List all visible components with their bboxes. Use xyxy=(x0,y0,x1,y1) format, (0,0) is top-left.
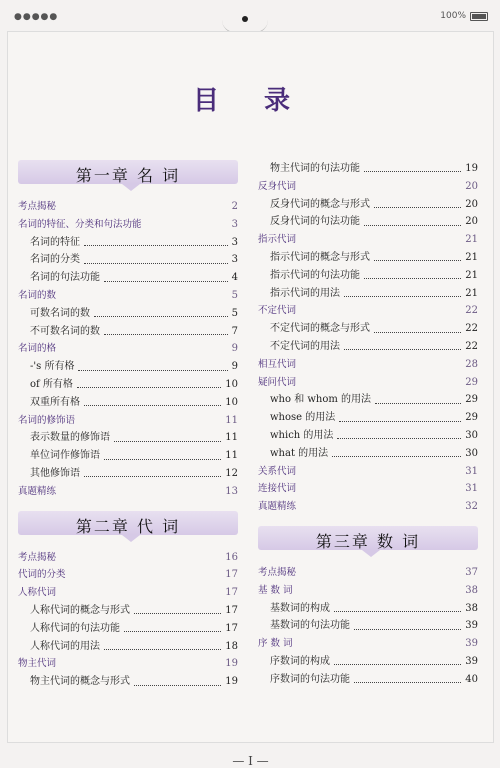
toc-subsection[interactable] xyxy=(258,249,478,267)
toc-entry-title: 表示数量的修饰语 xyxy=(30,432,110,444)
toc-entry-page: 5 xyxy=(231,289,238,301)
toc-entry-page: 12 xyxy=(225,467,238,479)
toc-entry-page: 3 xyxy=(231,218,238,230)
toc-entry-page: 37 xyxy=(465,566,478,578)
toc-entry-title: 名词的数 xyxy=(18,289,57,301)
page-title: 目 录 xyxy=(192,86,309,116)
toc-entry-title: 基数词的构成 xyxy=(270,602,330,614)
toc-entry-title: 名词的句法功能 xyxy=(30,272,100,284)
toc-subsection[interactable] xyxy=(258,160,478,178)
dot-leader xyxy=(84,263,228,264)
toc-entry-title: whose 的用法 xyxy=(270,412,336,424)
toc-subsection[interactable] xyxy=(18,620,238,638)
toc-entry-title: 真题精练 xyxy=(18,485,57,497)
toc-section[interactable] xyxy=(18,584,238,602)
toc-section[interactable] xyxy=(258,356,478,374)
toc-entry-page: 10 xyxy=(225,396,238,408)
toc-subsection[interactable] xyxy=(258,391,478,409)
dot-leader xyxy=(134,613,221,614)
toc-section[interactable] xyxy=(18,566,238,584)
toc-subsection[interactable] xyxy=(258,320,478,338)
toc-entry-page: 2 xyxy=(231,201,238,212)
toc-entry-title: 疑问代词 xyxy=(258,376,297,388)
toc-entry-page: 17 xyxy=(225,587,238,599)
toc-entry-page: 10 xyxy=(225,378,238,390)
dot-leader xyxy=(354,629,461,630)
dot-leader xyxy=(134,685,221,686)
toc-entry-page: 7 xyxy=(231,325,238,337)
toc-entry-page: 19 xyxy=(225,676,238,688)
toc-section[interactable] xyxy=(18,198,238,216)
toc-entry-page: 17 xyxy=(225,604,238,616)
toc-entry-title: of 所有格 xyxy=(30,378,73,390)
toc-entry-title: 其他修饰语 xyxy=(30,467,80,479)
toc-entry-title: 可数名词的数 xyxy=(30,307,90,319)
chapter-label: 第二章 代 词 xyxy=(75,516,181,536)
toc-subsection[interactable] xyxy=(18,251,238,269)
dot-leader xyxy=(84,476,221,477)
toc-entry-title: 代词的分类 xyxy=(18,569,66,581)
toc-entry-page: 5 xyxy=(231,307,238,319)
dot-leader xyxy=(364,171,461,172)
toc-entry-title: 物主代词 xyxy=(18,658,57,670)
chapter-heading[interactable] xyxy=(18,511,238,537)
toc-entry-page: 19 xyxy=(225,658,238,670)
toc-section[interactable] xyxy=(258,302,478,320)
toc-entry-title: 不定代词的用法 xyxy=(270,340,340,352)
toc-entry-title: 连接代词 xyxy=(258,483,297,495)
section-gap xyxy=(18,501,238,511)
toc-entry-page: 20 xyxy=(465,216,478,228)
camera-icon xyxy=(242,16,248,22)
toc-entry-title: 基数词的句法功能 xyxy=(270,620,350,632)
chapter-heading[interactable] xyxy=(18,160,238,186)
toc-entry-page: 11 xyxy=(225,432,238,444)
dot-leader xyxy=(374,207,461,208)
toc-entry-page: 39 xyxy=(465,620,478,632)
toc-entry-title: 序数词的句法功能 xyxy=(270,673,350,685)
dot-leader xyxy=(124,631,221,632)
toc-entry-title: 单位词作修饰语 xyxy=(30,450,100,462)
toc-entry-page: 22 xyxy=(465,340,478,352)
dot-leader xyxy=(339,421,461,422)
toc-entry-title: -'s 所有格 xyxy=(30,361,75,373)
toc-entry-title: 考点揭秘 xyxy=(18,551,57,563)
toc-subsection[interactable] xyxy=(258,427,478,445)
toc-entry-page: 13 xyxy=(225,485,238,497)
toc-entry-page: 17 xyxy=(225,622,238,634)
toc-section[interactable] xyxy=(258,498,478,516)
toc-entry-page: 20 xyxy=(465,180,478,192)
toc-entry-page: 3 xyxy=(231,236,238,248)
toc-subsection[interactable] xyxy=(18,638,238,656)
dot-leader xyxy=(375,403,461,404)
toc-entry-title: 反身代词的概念与形式 xyxy=(270,198,370,210)
toc-entry-page: 21 xyxy=(465,287,478,299)
toc-entry-page: 11 xyxy=(225,414,238,426)
toc-entry-title: 物主代词的概念与形式 xyxy=(30,676,130,688)
toc-entry-page: 3 xyxy=(231,254,238,266)
toc-entry-page: 17 xyxy=(225,569,238,581)
toc-subsection[interactable] xyxy=(18,673,238,691)
toc-subsection[interactable] xyxy=(18,269,238,287)
toc-entry-page: 20 xyxy=(465,198,478,210)
toc-subsection[interactable] xyxy=(258,445,478,463)
toc-section[interactable] xyxy=(258,178,478,196)
toc-entry-title: 反身代词的句法功能 xyxy=(270,216,360,228)
toc-entry-page: 31 xyxy=(465,465,478,477)
toc-subsection[interactable] xyxy=(258,653,478,671)
dot-leader xyxy=(334,664,461,665)
toc-subsection[interactable] xyxy=(258,617,478,635)
toc-entry-title: 名词的修饰语 xyxy=(18,414,76,426)
page-number: — I — xyxy=(232,754,269,768)
dot-leader xyxy=(364,278,461,279)
toc-entry-title: 人称代词的概念与形式 xyxy=(30,604,130,616)
toc-entry-title: 指示代词 xyxy=(258,234,297,246)
dot-leader xyxy=(104,281,228,282)
toc-section[interactable] xyxy=(258,480,478,498)
toc-entry-title: 名词的分类 xyxy=(30,254,80,266)
toc-entry-title: 基 数 词 xyxy=(258,584,293,596)
document-page[interactable] xyxy=(7,31,494,768)
dot-leader xyxy=(114,441,221,442)
dot-leader xyxy=(78,370,227,371)
toc-entry-page: 11 xyxy=(225,450,238,462)
toc-entry-page: 9 xyxy=(231,361,238,373)
toc-entry-page: 21 xyxy=(465,234,478,246)
toc-entry-page: 29 xyxy=(465,394,478,406)
dot-leader xyxy=(337,438,461,439)
toc-subsection[interactable] xyxy=(258,213,478,231)
dot-leader xyxy=(94,316,228,317)
toc-entry-page: 40 xyxy=(465,673,478,685)
toc-entry-page: 16 xyxy=(225,551,238,563)
toc-entry-title: what 的用法 xyxy=(270,447,329,459)
toc-subsection[interactable] xyxy=(18,602,238,620)
toc-section[interactable] xyxy=(18,655,238,673)
toc-subsection[interactable] xyxy=(258,600,478,618)
toc-subsection[interactable] xyxy=(258,196,478,214)
toc-entry-page: 32 xyxy=(465,501,478,513)
toc-section[interactable] xyxy=(18,216,238,234)
battery-level: 100% xyxy=(440,11,466,21)
dot-leader xyxy=(104,459,221,460)
toc-subsection[interactable] xyxy=(258,338,478,356)
toc-entry-page: 30 xyxy=(465,429,478,441)
chapter-pointer xyxy=(122,535,140,542)
toc-entry-title: 考点揭秘 xyxy=(258,566,297,578)
section-gap xyxy=(258,516,478,526)
chapter-pointer xyxy=(122,184,140,191)
toc-subsection[interactable] xyxy=(258,671,478,689)
signal-indicator: ●●●●● xyxy=(14,12,59,22)
toc-entry-page: 29 xyxy=(465,376,478,388)
toc-entry-title: 名词的格 xyxy=(18,343,57,355)
toc-entry-title: 反身代词 xyxy=(258,180,297,192)
toc-column-right xyxy=(258,160,478,689)
toc-column-left xyxy=(18,160,238,691)
toc-entry-page: 21 xyxy=(465,269,478,281)
toc-entry-title: 指示代词的概念与形式 xyxy=(270,251,370,263)
toc-subsection[interactable] xyxy=(258,285,478,303)
toc-entry-page: 39 xyxy=(465,655,478,667)
toc-entry-page: 22 xyxy=(465,323,478,335)
toc-subsection[interactable] xyxy=(18,429,238,447)
toc-subsection[interactable] xyxy=(18,465,238,483)
toc-entry-title: 人称代词的句法功能 xyxy=(30,622,120,634)
battery-icon xyxy=(470,12,488,21)
toc-subsection[interactable] xyxy=(18,394,238,412)
dot-leader xyxy=(364,225,461,226)
toc-subsection[interactable] xyxy=(18,447,238,465)
toc-section[interactable] xyxy=(18,287,238,305)
toc-subsection[interactable] xyxy=(18,305,238,323)
dot-leader xyxy=(77,387,221,388)
toc-entry-title: 关系代词 xyxy=(258,465,297,477)
toc-entry-page: 39 xyxy=(465,638,478,650)
toc-entry-page: 38 xyxy=(465,602,478,614)
dot-leader xyxy=(104,649,221,650)
dot-leader xyxy=(344,349,461,350)
toc-section[interactable] xyxy=(258,582,478,600)
toc-section[interactable] xyxy=(18,412,238,430)
toc-entry-title: 双重所有格 xyxy=(30,396,80,408)
toc-entry-title: 序数词的构成 xyxy=(270,655,330,667)
toc-entry-title: 人称代词 xyxy=(18,587,57,599)
dot-leader xyxy=(104,334,228,335)
toc-entry-page: 28 xyxy=(465,358,478,370)
toc-entry-page: 38 xyxy=(465,584,478,596)
toc-section[interactable] xyxy=(258,463,478,481)
toc-subsection[interactable] xyxy=(18,323,238,341)
toc-entry-title: 序 数 词 xyxy=(258,638,293,650)
chapter-heading[interactable] xyxy=(258,526,478,552)
toc-entry-title: 指示代词的句法功能 xyxy=(270,269,360,281)
dot-leader xyxy=(332,456,461,457)
toc-entry-title: 不定代词的概念与形式 xyxy=(270,323,370,335)
dot-leader xyxy=(354,682,461,683)
toc-entry-title: 真题精练 xyxy=(258,501,297,513)
dot-leader xyxy=(84,405,221,406)
toc-entry-page: 19 xyxy=(465,163,478,174)
toc-entry-title: 相互代词 xyxy=(258,358,297,370)
toc-section[interactable] xyxy=(258,635,478,653)
toc-entry-page: 21 xyxy=(465,251,478,263)
chapter-label: 第一章 名 词 xyxy=(75,166,181,185)
toc-entry-title: 物主代词的句法功能 xyxy=(270,163,360,174)
dot-leader xyxy=(344,296,461,297)
toc-entry-page: 31 xyxy=(465,483,478,495)
dot-leader xyxy=(374,260,461,261)
toc-entry-title: 不可数名词的数 xyxy=(30,325,100,337)
toc-entry-page: 9 xyxy=(231,343,238,355)
toc-section[interactable] xyxy=(18,549,238,567)
toc-entry-title: which 的用法 xyxy=(270,429,334,441)
toc-entry-title: who 和 whom 的用法 xyxy=(270,394,372,406)
toc-subsection[interactable] xyxy=(18,358,238,376)
toc-entry-page: 18 xyxy=(225,640,238,652)
dot-leader xyxy=(374,332,461,333)
toc-entry-title: 不定代词 xyxy=(258,305,297,317)
chapter-label: 第三章 数 词 xyxy=(315,531,421,551)
chapter-pointer xyxy=(362,550,380,557)
toc-section[interactable] xyxy=(258,374,478,392)
toc-entry-page: 22 xyxy=(465,305,478,317)
toc-entry-title: 考点揭秘 xyxy=(18,201,57,212)
toc-section[interactable] xyxy=(18,340,238,358)
toc-section[interactable] xyxy=(258,564,478,582)
toc-entry-title: 人称代词的用法 xyxy=(30,640,100,652)
toc-entry-title: 名词的特征 xyxy=(30,236,80,248)
toc-subsection[interactable] xyxy=(18,234,238,252)
toc-entry-title: 名词的特征、分类和句法功能 xyxy=(18,218,142,230)
toc-section[interactable] xyxy=(18,483,238,501)
toc-entry-page: 4 xyxy=(231,272,238,284)
toc-entry-page: 30 xyxy=(465,447,478,459)
toc-subsection[interactable] xyxy=(258,267,478,285)
dot-leader xyxy=(84,245,228,246)
toc-entry-page: 29 xyxy=(465,412,478,424)
toc-subsection[interactable] xyxy=(258,409,478,427)
toc-entry-title: 指示代词的用法 xyxy=(270,287,340,299)
dot-leader xyxy=(334,611,461,612)
toc-section[interactable] xyxy=(258,231,478,249)
toc-subsection[interactable] xyxy=(18,376,238,394)
